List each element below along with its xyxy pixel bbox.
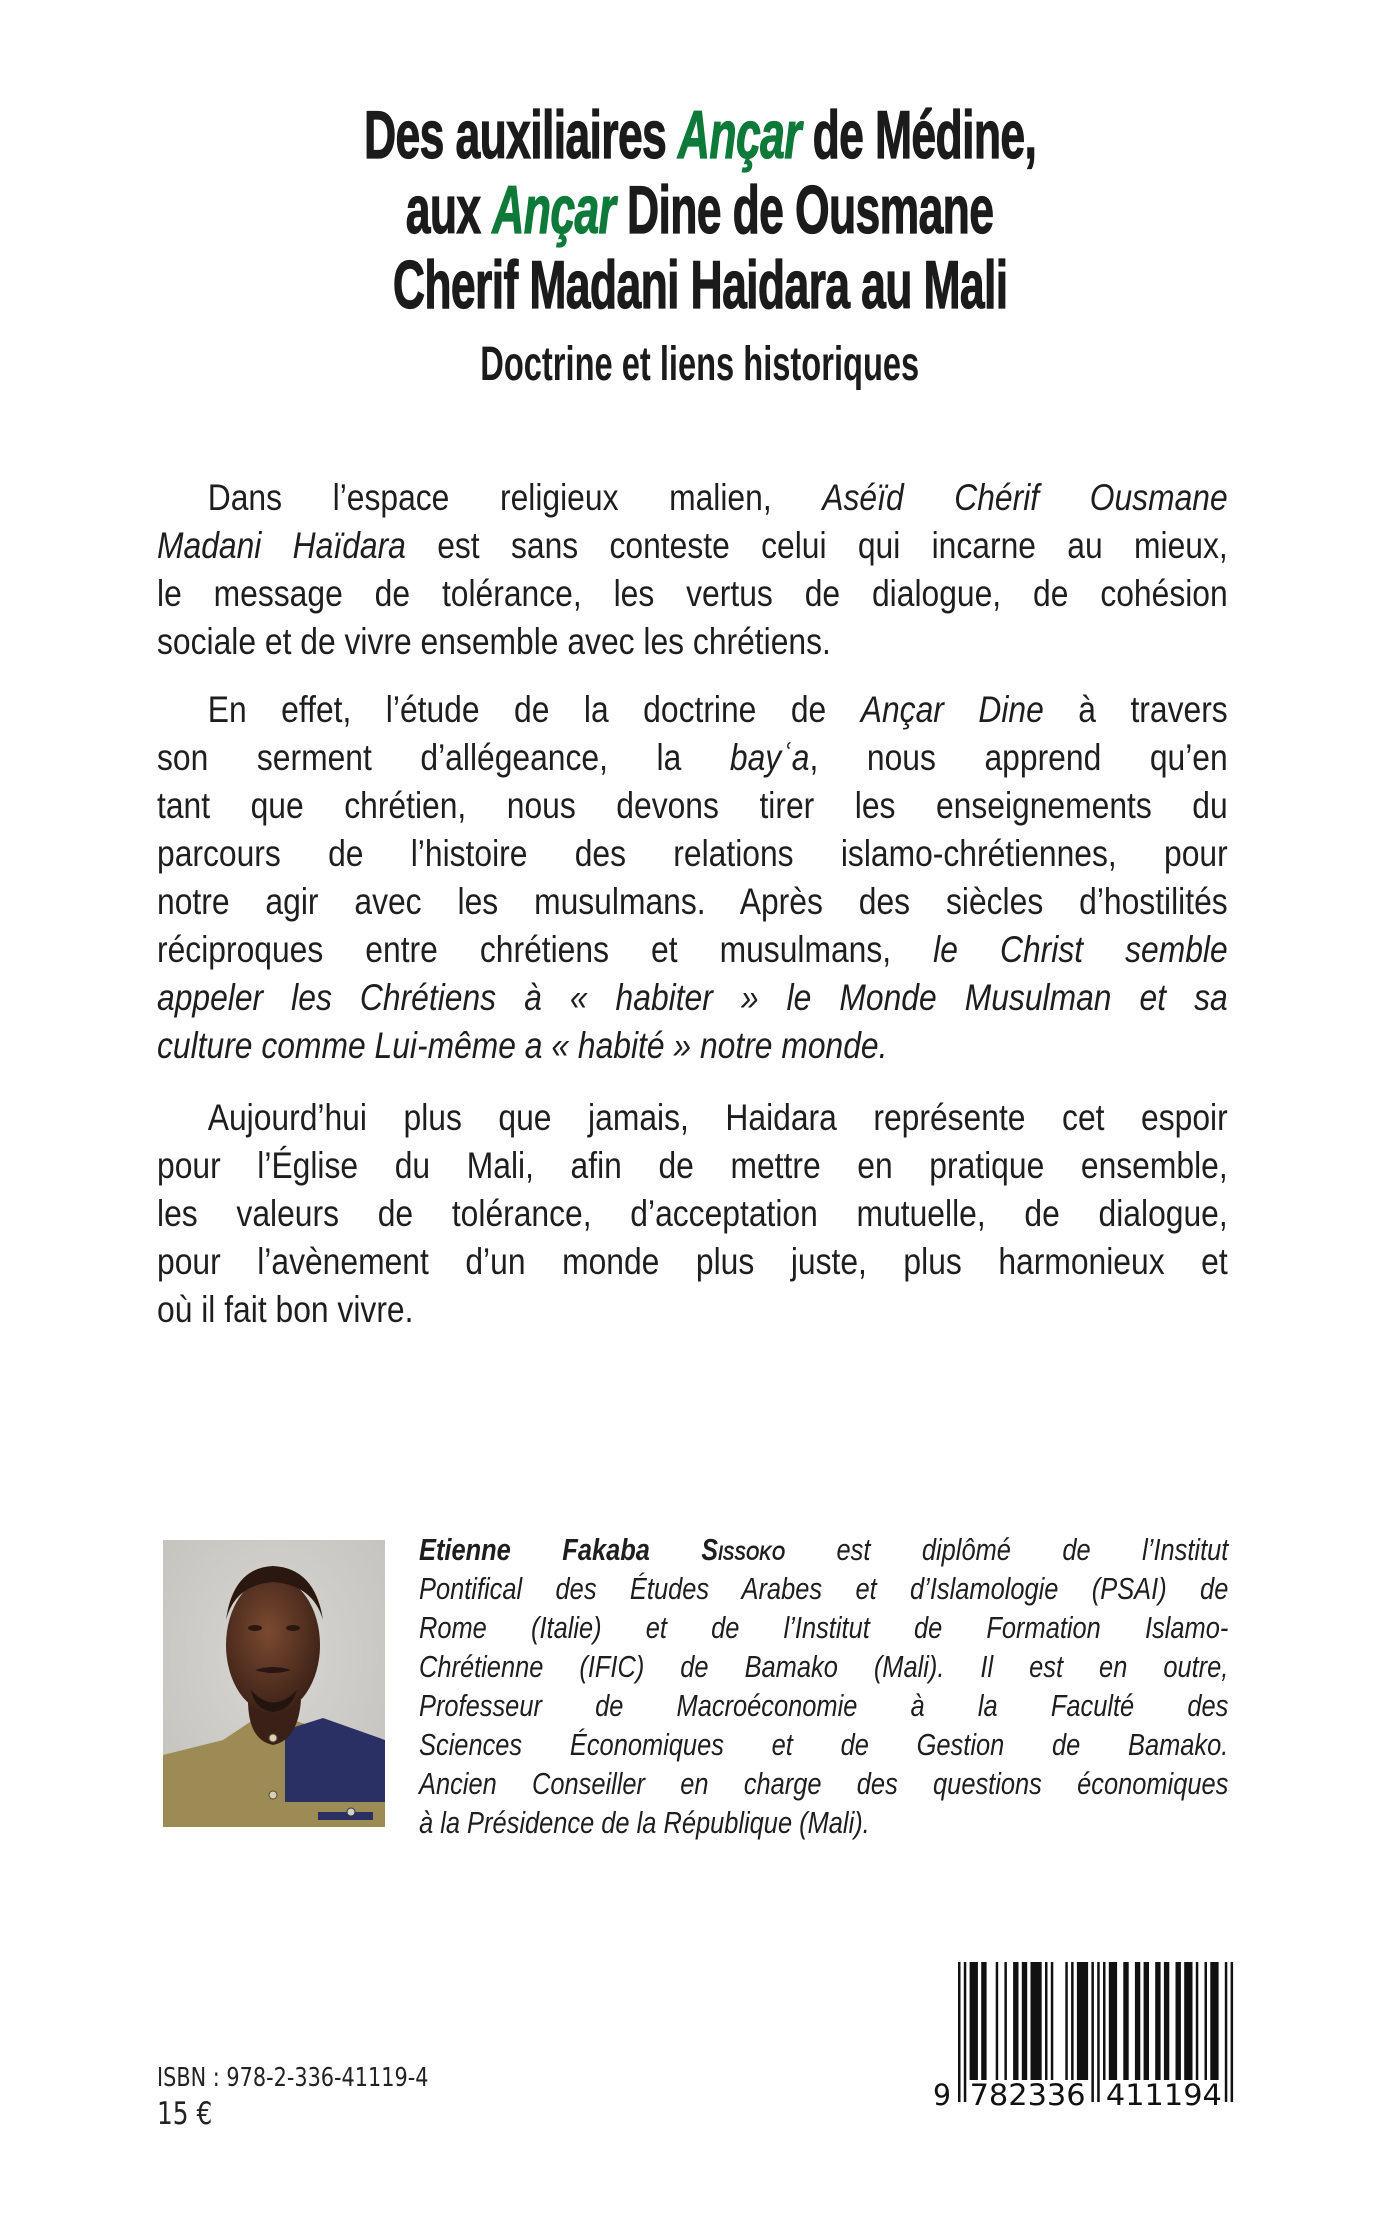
text-line bbox=[157, 1094, 1228, 1142]
barcode-bar bbox=[1103, 1962, 1106, 2080]
title-highlight: Ançar bbox=[677, 97, 801, 173]
author-portrait-image bbox=[163, 1540, 385, 1827]
barcode-bar bbox=[1225, 1962, 1228, 2102]
italic-text: le Christ semble bbox=[933, 929, 1228, 970]
text-line bbox=[157, 474, 1228, 522]
text-line bbox=[157, 782, 1228, 830]
text-segment: sociale et de vivre ensemble avec les chrétiens. bbox=[157, 621, 831, 662]
barcode-bar bbox=[1091, 1962, 1094, 2102]
title-line-text bbox=[406, 173, 994, 248]
italic-text: Aséïd Chérif Ousmane bbox=[822, 477, 1228, 518]
bio-line bbox=[419, 1764, 1228, 1803]
text-segment: est diplômé de l’Institut bbox=[785, 1532, 1229, 1567]
blurb-paragraph bbox=[157, 474, 1228, 666]
text-line bbox=[157, 1142, 1228, 1190]
isbn-barcode bbox=[925, 1955, 1245, 2115]
italic-text: culture comme Lui-même a « habité » notre monde. bbox=[157, 1025, 888, 1066]
book-subtitle bbox=[0, 337, 1400, 393]
barcode-bar bbox=[970, 1962, 978, 2080]
barcode-bar bbox=[1184, 1962, 1192, 2080]
barcode-bar bbox=[1205, 1962, 1208, 2080]
text-segment: de Médine, bbox=[800, 97, 1037, 173]
barcode-bar bbox=[1196, 1962, 1199, 2080]
bio-line bbox=[419, 1686, 1228, 1725]
text-segment: pour l’avènement d’un monde plus juste, plus harmonieux et bbox=[157, 1241, 1228, 1282]
title-line bbox=[0, 248, 1400, 323]
text-line bbox=[157, 522, 1228, 570]
bio-line bbox=[419, 1803, 1228, 1842]
author-photo bbox=[163, 1540, 385, 1827]
text-line bbox=[157, 1238, 1228, 1286]
text-line bbox=[157, 974, 1228, 1022]
author-name: Etienne Fakaba bbox=[419, 1532, 702, 1567]
text-segment: Ancien Conseiller en charge des questions économiques bbox=[419, 1766, 1229, 1801]
barcode-bar bbox=[958, 1962, 961, 2102]
blurb-paragraph bbox=[157, 1094, 1228, 1334]
text-line bbox=[157, 1022, 1228, 1070]
text-segment: Professeur de Macroéconomie à la Faculté des bbox=[419, 1688, 1229, 1723]
italic-text: Madani Haïdara bbox=[157, 525, 406, 566]
barcode-bar bbox=[1051, 1962, 1054, 2080]
text-segment: parcours de l’histoire des relations islamo-chrétiennes, pour bbox=[157, 833, 1228, 874]
text-segment: à travers bbox=[1043, 689, 1228, 730]
title-line bbox=[0, 173, 1400, 248]
text-segment: En effet, l’étude de la doctrine de bbox=[207, 689, 861, 730]
book-title bbox=[0, 98, 1400, 323]
title-highlight: Ançar bbox=[492, 172, 616, 248]
barcode-bar bbox=[1123, 1962, 1128, 2080]
text-segment: Pontifical des Études Arabes et d’Islamologie (PSAI) de bbox=[419, 1571, 1229, 1606]
title-line bbox=[0, 98, 1400, 173]
bio-line bbox=[419, 1530, 1228, 1569]
text-line bbox=[157, 926, 1228, 974]
text-segment: à la Présidence de la République (Mali). bbox=[419, 1805, 870, 1840]
text-segment: Cherif Madani Haidara au Mali bbox=[392, 247, 1008, 323]
text-segment: tant que chrétien, nous devons tirer les enseignements du bbox=[157, 785, 1228, 826]
barcode-bar bbox=[1109, 1962, 1117, 2080]
barcode-bar bbox=[1077, 1962, 1088, 2080]
text-segment: le message de tolérance, les vertus de dialogue, de cohésion bbox=[157, 573, 1228, 614]
barcode-digit-lead: 9 bbox=[933, 2078, 951, 2112]
price-text: 15 € bbox=[157, 2096, 213, 2132]
text-segment: est sans conteste celui qui incarne au mieux, bbox=[405, 525, 1228, 566]
barcode-bar bbox=[996, 1962, 999, 2080]
text-line bbox=[157, 830, 1228, 878]
text-segment: , nous apprend qu’en bbox=[809, 737, 1228, 778]
price bbox=[157, 2096, 226, 2132]
barcode-bar bbox=[981, 1962, 986, 2080]
barcode-bar bbox=[1031, 1962, 1042, 2080]
barcode-bar bbox=[1022, 1962, 1027, 2080]
barcode-bar bbox=[1176, 1962, 1181, 2080]
barcode-bar bbox=[1144, 1962, 1149, 2080]
text-line bbox=[157, 878, 1228, 926]
barcode-bar bbox=[1231, 1962, 1234, 2102]
barcode-bar bbox=[1135, 1962, 1140, 2080]
text-line bbox=[157, 1190, 1228, 1238]
text-segment: Dine de Ousmane bbox=[615, 172, 994, 248]
isbn bbox=[157, 2062, 496, 2094]
barcode-bar bbox=[1045, 1962, 1048, 2080]
bio-line bbox=[419, 1647, 1228, 1686]
blurb-paragraph bbox=[157, 686, 1228, 1070]
author-name: Sissoko bbox=[701, 1533, 786, 1567]
text-segment: les valeurs de tolérance, d’acceptation mutuelle, de dialogue, bbox=[157, 1193, 1228, 1234]
bio-line bbox=[419, 1569, 1228, 1608]
author-bio bbox=[419, 1530, 1228, 1842]
text-segment: Dans l’espace religieux malien, bbox=[207, 477, 823, 518]
italic-text: appeler les Chrétiens à « habiter » le Monde Musulman et sa bbox=[157, 977, 1228, 1018]
barcode-bar bbox=[1071, 1962, 1074, 2080]
text-line bbox=[157, 734, 1228, 782]
barcode-bar bbox=[1155, 1962, 1160, 2080]
barcode-bar bbox=[1097, 1962, 1100, 2102]
text-segment: aux bbox=[406, 172, 493, 248]
text-segment: pour l’Église du Mali, afin de mettre en pratique ensemble, bbox=[157, 1145, 1228, 1186]
barcode-digits-left: 782336 bbox=[969, 2078, 1086, 2112]
bio-line bbox=[419, 1725, 1228, 1764]
barcode-bar bbox=[964, 1962, 967, 2102]
italic-text: bayʿa bbox=[729, 737, 810, 778]
text-segment: Chrétienne (IFIC) de Bamako (Mali). Il est en outre, bbox=[419, 1649, 1229, 1684]
text-segment: notre agir avec les musulmans. Après des siècles d’hostilités bbox=[157, 881, 1228, 922]
italic-text: Ançar Dine bbox=[860, 689, 1044, 730]
text-segment: Aujourd’hui plus que jamais, Haidara représente cet espoir bbox=[207, 1097, 1228, 1138]
barcode-bar bbox=[1210, 1962, 1218, 2080]
text-segment: Des auxiliaires bbox=[363, 97, 678, 173]
text-line bbox=[157, 570, 1228, 618]
barcode-bar bbox=[1004, 1962, 1007, 2080]
barcode-bar bbox=[1065, 1962, 1068, 2080]
title-line-text bbox=[393, 248, 1008, 323]
barcode-digits-right: 411194 bbox=[1105, 2078, 1222, 2112]
text-line bbox=[157, 1286, 1228, 1334]
barcode-bar bbox=[1164, 1962, 1169, 2080]
bio-line bbox=[419, 1608, 1228, 1647]
text-segment: où il fait bon vivre. bbox=[157, 1289, 414, 1330]
subtitle-text: Doctrine et liens historiques bbox=[480, 338, 920, 391]
text-segment: réciproques entre chrétiens et musulmans, bbox=[157, 929, 934, 970]
barcode-bar bbox=[1013, 1962, 1018, 2080]
title-line-text bbox=[364, 98, 1036, 173]
text-line bbox=[157, 686, 1228, 734]
text-segment: Rome (Italie) et de l’Institut de Formation Islamo- bbox=[419, 1610, 1229, 1645]
text-line bbox=[157, 618, 1228, 666]
isbn-text: ISBN : 978-2-336-41119-4 bbox=[157, 2063, 429, 2093]
text-segment: son serment d’allégeance, la bbox=[157, 737, 730, 778]
text-segment: Sciences Économiques et de Gestion de Bamako. bbox=[419, 1727, 1229, 1762]
